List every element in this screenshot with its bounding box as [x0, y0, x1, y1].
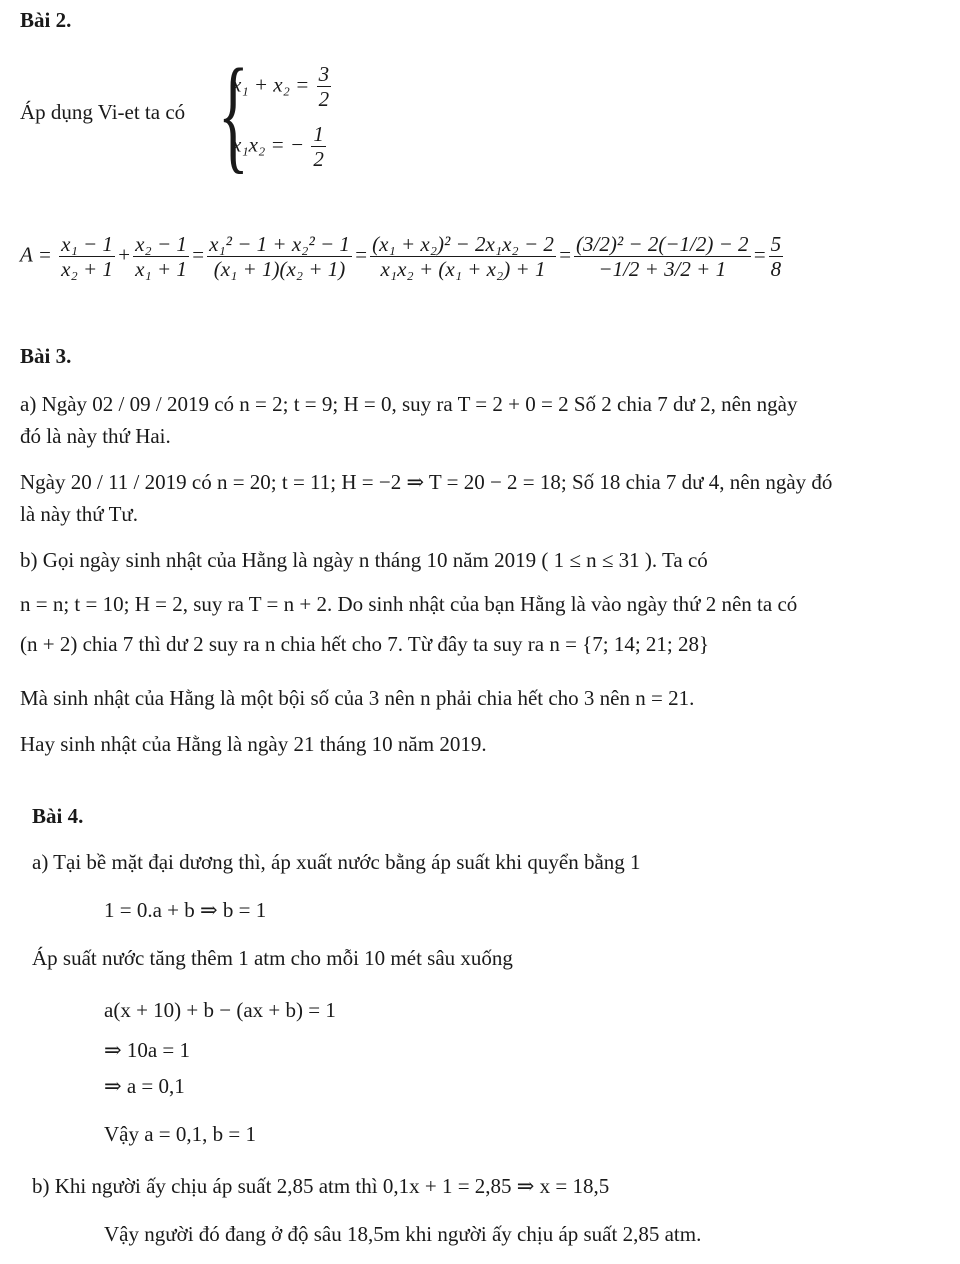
bai4-b-line1: b) Khi người ấy chịu áp suất 2,85 atm thì 0,1x + 1 = 2,85 ⇒ x = 18,5	[32, 1174, 610, 1198]
bai3-p3-line2: n = n; t = 10; H = 2, suy ra T = n + 2. Do sinh nhật của bạn Hằng là vào ngày thứ 2 nên ta có	[20, 592, 798, 616]
frac-den: x₁ + 1	[135, 257, 187, 282]
bai3-p1-line1: a) Ngày 02 / 09 / 2019 có n = 2; t = 9; H = 0, suy ra T = 2 + 0 = 2 Số 2 chia 7 dư 2, nên ngày	[20, 392, 798, 416]
bai4-heading: Bài 4.	[32, 804, 84, 828]
bai4-a-eq3: ⇒ 10a = 1	[104, 1038, 191, 1062]
frac-den: x₁x₂ + (x₁ + x₂) + 1	[380, 257, 546, 282]
system-brace: {	[218, 43, 249, 185]
bai3-p1-line2: đó là này thứ Hai.	[20, 424, 171, 448]
frac-den: (x₁ + 1)(x₂ + 1)	[213, 257, 346, 282]
bai3-p2-line1: Ngày 20 / 11 / 2019 có n = 20; t = 11; H = −2 ⇒ T = 20 − 2 = 18; Số 18 chia 7 dư 4, nên ngày đó	[20, 470, 833, 494]
bai4-a-line1: a) Tại bề mặt đại dương thì, áp xuất nước bằng áp suất khi quyển bằng 1	[32, 850, 641, 874]
frac-num: 3	[318, 62, 330, 86]
bai3-p3-line3: (n + 2) chia 7 thì dư 2 suy ra n chia hết cho 7. Từ đây ta suy ra n = {7; 14; 21; 28}	[20, 632, 710, 656]
vieta-product-lhs: x₁x₂ = −	[232, 132, 305, 157]
frac-den: −1/2 + 3/2 + 1	[598, 257, 727, 282]
frac-result	[769, 232, 784, 281]
frac-1	[59, 232, 115, 281]
bai4-a-eq4: ⇒ a = 0,1	[104, 1074, 185, 1098]
vieta-sum-frac	[317, 62, 332, 111]
frac-num: (x₁ + x₂)² − 2x₁x₂ − 2	[372, 232, 554, 256]
frac-5	[574, 232, 750, 281]
bai4-a-eq2: a(x + 10) + b − (ax + b) = 1	[104, 998, 336, 1022]
bai3-heading: Bài 3.	[20, 344, 72, 368]
frac-den: 8	[770, 257, 782, 282]
frac-num: x₁² − 1 + x₂² − 1	[209, 232, 350, 256]
bai3-p5: Hay sinh nhật của Hằng là ngày 21 tháng 10 năm 2019.	[20, 732, 487, 756]
vieta-product-frac	[311, 122, 326, 171]
A-label: A =	[20, 242, 52, 267]
frac-num: 5	[770, 232, 782, 256]
bai4-a-line2: Áp suất nước tăng thêm 1 atm cho mỗi 10 mét sâu xuống	[32, 946, 513, 970]
bai2-heading: Bài 2.	[20, 8, 72, 32]
frac-num: x₁ − 1	[61, 232, 113, 256]
bai4-a-eq5: Vậy a = 0,1, b = 1	[104, 1122, 256, 1146]
bai3-p2-line2: là này thứ Tư.	[20, 502, 139, 526]
bai4-a-eq1: 1 = 0.a + b ⇒ b = 1	[104, 898, 267, 922]
frac-4	[370, 232, 556, 281]
expression-A: A = $\frac{\text{x₁ − 1}}{\text{x₂ + 1}}$ + $\frac{\text{x₂ − 1}}{\text{x₁ + 1}}$ = $\frac{\text{x₁² − 1 + x₂² − 1}}{\text{(x₁ + 1)(x₂ + 1)}}$ = $\frac{\text{(x₁ + x₂)² − 2x₁x₂ − 2}}{\text{x₁x₂ + (x₁ + x₂) + 1}}$ = $\frac{\text{(3/2)² − 2(−1/2) − 2}}{-1/2 + 3/2 + 1}$ = $\frac{5}{8}$	[20, 232, 782, 282]
frac-den: 2	[318, 87, 330, 112]
bai3-p4: Mà sinh nhật của Hằng là một bội số của 3 nên n phải chia hết cho 3 nên n = 21.	[20, 686, 695, 710]
frac-num: x₂ − 1	[135, 232, 187, 256]
frac-den: 2	[313, 147, 324, 172]
frac-3	[207, 232, 352, 281]
frac-2	[133, 232, 189, 281]
vieta-sum-lhs: x₁ + x₂ =	[232, 72, 310, 97]
frac-num: (3/2)² − 2(−1/2) − 2	[576, 232, 749, 256]
vieta-sum	[232, 62, 333, 111]
bai2-intro: Áp dụng Vi-et ta có	[20, 100, 186, 124]
bai4-b-line2: Vậy người đó đang ở độ sâu 18,5m khi người ấy chịu áp suất 2,85 atm.	[104, 1222, 702, 1246]
bai3-p3-line1: b) Gọi ngày sinh nhật của Hằng là ngày n tháng 10 năm 2019 ( 1 ≤ n ≤ 31 ). Ta có	[20, 548, 708, 572]
frac-num: 1	[313, 122, 324, 146]
frac-den: x₂ + 1	[61, 257, 113, 282]
vieta-product	[232, 122, 328, 171]
